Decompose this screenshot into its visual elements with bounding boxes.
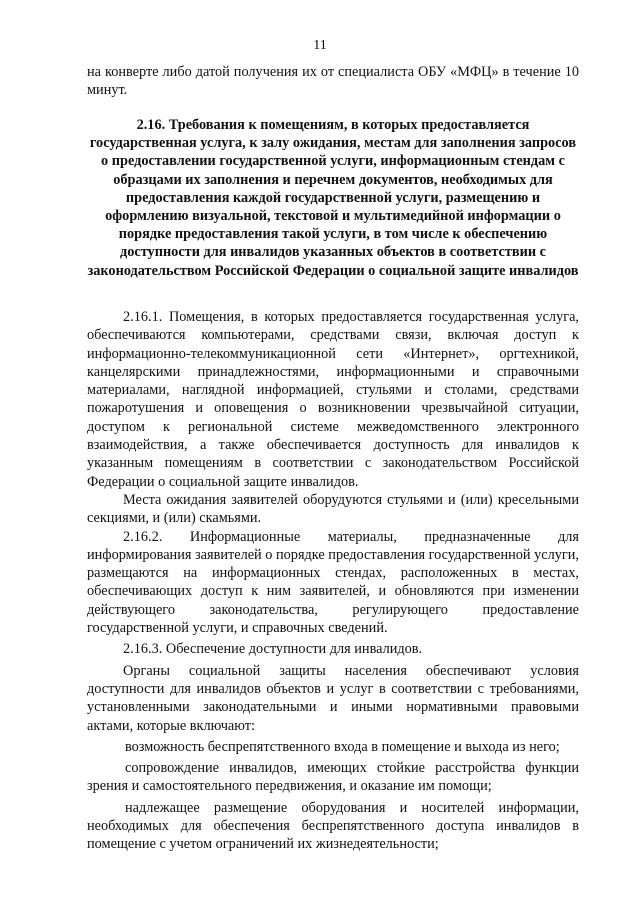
section-heading: 2.16. Требования к помещениям, в которых предоставляется государственная услуга, к залу ожидания, местам для заполнения запросов о предоставлении государственной услуги, информационным стендам с образцами их заполнения и перечнем документов, необходимых для предоставления каждой государственной услуги, размещению и оформлению визуальной, текстовой и мультимедийной информации о порядке предоставления такой услуги, в том числе к обеспечению доступности для инвалидов указанных объектов в соответствии с законодательством Российской Федерации о социальной защите инвалидов [87, 117, 579, 279]
page-number: 11 [313, 38, 327, 53]
paragraph-2-16-3: 2.16.3. Обеспечение доступности для инвалидов. [123, 641, 423, 658]
paragraph-social-protection: Органы социальной защиты населения обеспечивают условия доступности для инвалидов объектов и услуг в соответствии с требованиями, установленными законодательными и иными нормативными правовыми актами, которые включают: [87, 662, 579, 734]
paragraph-2-16-1: 2.16.1. Помещения, в которых предоставляется государственная услуга, обеспечиваются компьютерами, средствами связи, включая доступ к информационно-телекоммуникационной сети «Интернет», оргтехникой, канцелярскими принадлежностями, информационными и справочными материалами, наглядной информацией, стульями и столами, средствами пожаротушения и оповещения о возникновении чрезвычайной ситуации, доступом к региональной системе межведомственного электронного взаимодействия, а также обеспечивается доступность для инвалидов к указанным помещениям в соответствии с законодательством Российской Федерации о социальной защите инвалидов. [87, 309, 579, 490]
list-item-escort: сопровождение инвалидов, имеющих стойкие расстройства функции зрения и самостоятельного передвижения, и оказание им помощи; [87, 760, 579, 795]
section-body [87, 308, 579, 854]
list-item-entrance: возможность беспрепятственного входа в помещение и выхода из него; [125, 738, 560, 755]
list-item-equipment: надлежащее размещение оборудования и носителей информации, необходимых для обеспечения беспрепятственного доступа инвалидов в помещение с учетом ограничений их жизнедеятельности; [87, 799, 579, 853]
paragraph-2-16-2: 2.16.2. Информационные материалы, предназначенные для информирования заявителей о порядке предоставления государственной услуги, размещаются на информационных стендах, расположенных в местах, обеспечивающих доступ к ним заявителей, и обновляются при изменении действующего законодательства, регулирующего предоставление государственной услуги, и справочных сведений. [87, 528, 579, 637]
paragraph-waiting-places: Места ожидания заявителей оборудуются стульями и (или) кресельными секциями, и (или) скамьями. [87, 491, 579, 527]
intro-paragraph: на конверте либо датой получения их от специалиста ОБУ «МФЦ» в течение 10 минут. [87, 64, 579, 99]
